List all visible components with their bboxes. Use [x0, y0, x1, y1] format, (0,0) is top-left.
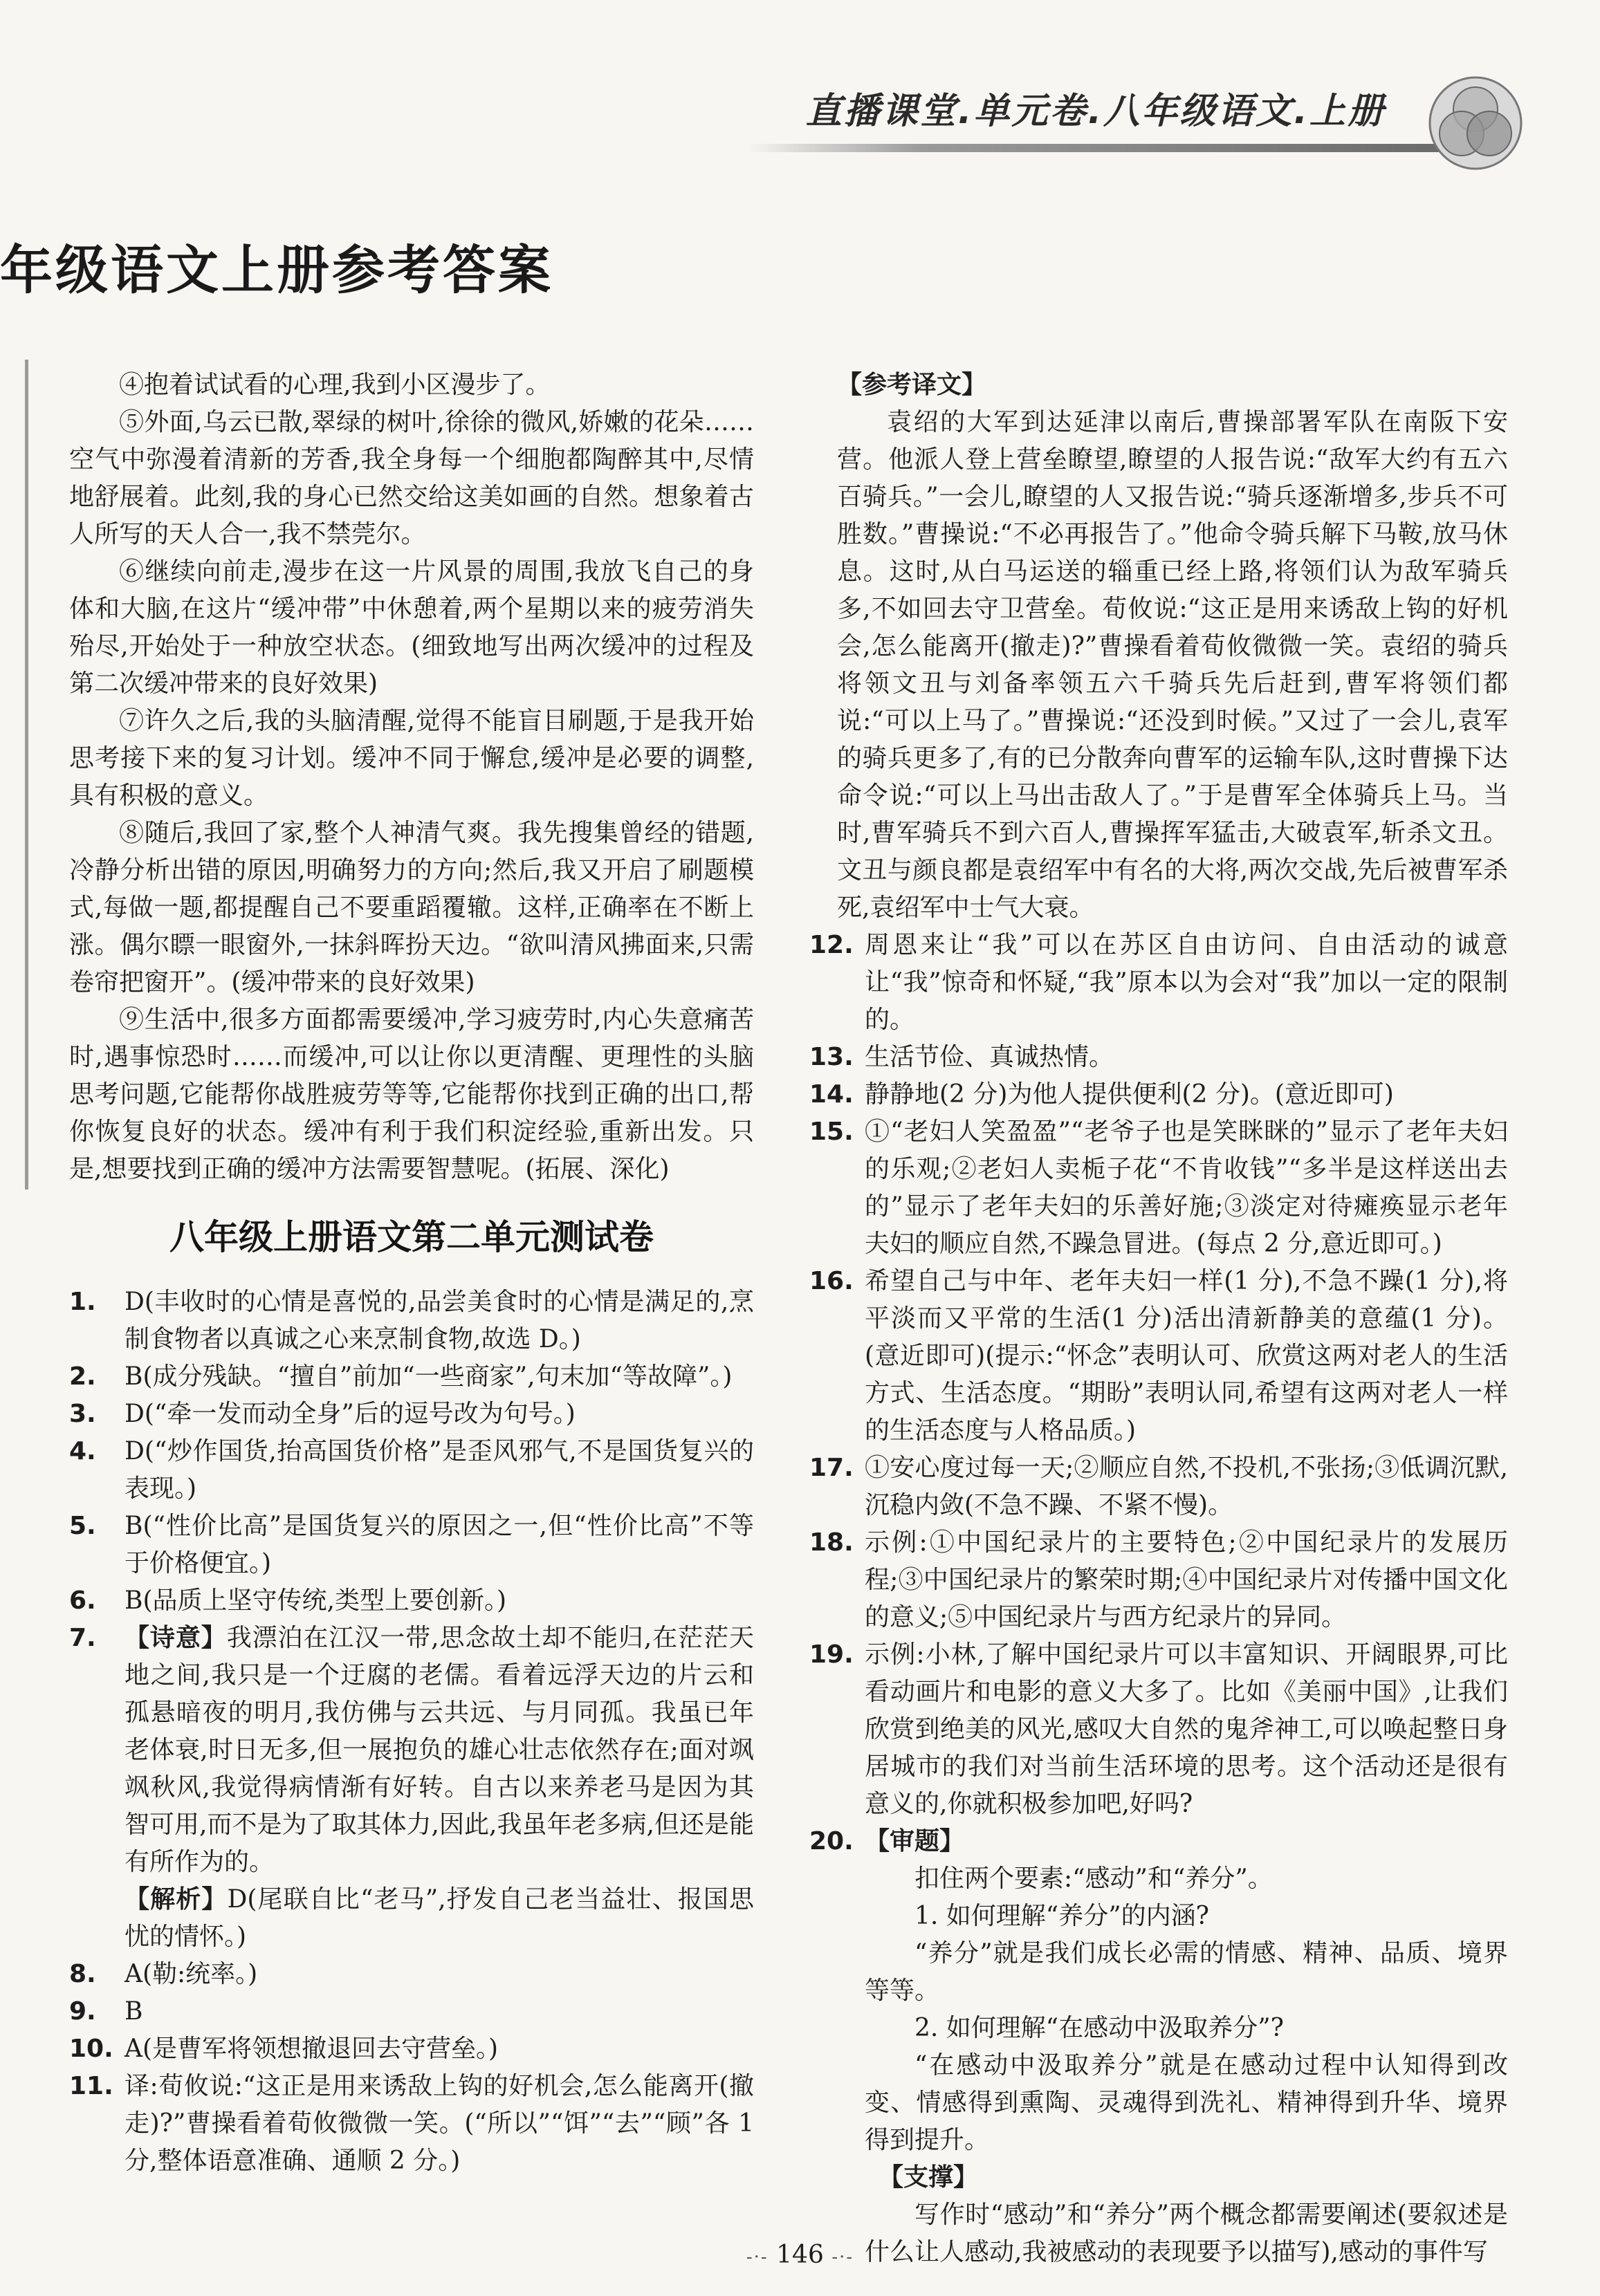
answer-number: 20. [809, 1827, 854, 1855]
answer-number: 4. [69, 1437, 96, 1465]
header-rule [747, 144, 1446, 152]
q20-lines [809, 1860, 1508, 2271]
answer-item [69, 1620, 754, 1881]
answer-number: 10. [69, 2035, 113, 2063]
reference-label: 【参考译文】 [837, 371, 987, 399]
page-number: 146 [776, 2241, 824, 2269]
answer-item [69, 1881, 754, 1956]
answer-number: 1. [69, 1288, 96, 1316]
answer-text: A(是曹军将领想撤退回去守营垒。) [125, 2035, 499, 2063]
answer-number: 19. [809, 1640, 854, 1669]
answer-number: 14. [809, 1080, 854, 1109]
essay-paragraph: ⑨生活中,很多方面都需要缓冲,学习疲劳时,内心失意痛苦时,遇事惊恐时……而缓冲,可以让你以更清醒、更理性的头脑思考问题,它能帮你战胜疲劳等等,它能帮你找到正确的出口,帮你恢复良好的状态。缓冲有利于我们积淀经验,重新出发。只是,想要找到正确的缓冲方法需要智慧呢。(拓展、深化) [69, 1006, 754, 1183]
answer-text: 示例:①中国纪录片的主要特色;②中国纪录片的发展历程;③中国纪录片的繁荣时期;④中国纪录片对传播中国文化的意义;⑤中国纪录片与西方纪录片的异同。 [865, 1528, 1508, 1631]
answer-item [69, 1396, 754, 1433]
section-title: 八年级上册语文第二单元测试卷 [169, 1217, 654, 1257]
answer-item [69, 1358, 754, 1396]
answer-number: 8. [69, 1960, 96, 1988]
series-title: 直播课堂.单元卷.八年级语文.上册 [805, 91, 1386, 132]
answer-number: 12. [809, 931, 854, 959]
essay-paragraph: ④抱着试试看的心理,我到小区漫步了。 [119, 371, 551, 399]
answer-item [69, 1956, 754, 1993]
essay-paragraph: ⑧随后,我回了家,整个人神清气爽。我先搜集曾经的错题,冷静分析出错的原因,明确努力的方向;然后,我又开启了刷题模式,每做一题,都提醒自己不要重蹈覆辙。这样,正确率在不断上涨。偶尔瞟一眼窗外,一抹斜晖扮天边。“欲叫清风拂面来,只需卷帘把窗开”。(缓冲带来的良好效果) [69, 819, 754, 997]
answer-text: D(尾联自比“老马”,抒发自己老当益壮、报国思忧的情怀。) [125, 1885, 754, 1951]
right-column [809, 367, 1508, 2271]
answer-item [809, 1450, 1508, 1524]
answer-item [69, 1582, 754, 1620]
answer-item [69, 1284, 754, 1358]
support-text: 写作时“感动”和“养分”两个概念都需要阐述(要叙述是什么让人感动,我被感动的表现要予以描写),感动的事件写 [865, 2201, 1508, 2266]
answer-text: 译:荀攸说:“这正是用来诱敌上钩的好机会,怎么能离开(撤走)?”曹操看着荀攸微微一笑。(“所以”“饵”“去”“顾”各 1 分,整体语意准确、通顺 2 分。) [125, 2072, 754, 2175]
answer-number: 16. [809, 1267, 854, 1295]
answer-item [809, 1636, 1508, 1823]
answer-text: D(丰收时的心情是喜悦的,品尝美食时的心情是满足的,烹制食物者以真诚之心来烹制食物,故选 D。) [125, 1288, 754, 1353]
answer-number: 2. [69, 1362, 96, 1391]
answer-number: 15. [809, 1118, 854, 1146]
answer-number: 17. [809, 1454, 854, 1482]
answer-text: B(成分残缺。“擅自”前加“一些商家”,句末加“等故障”。) [125, 1362, 733, 1391]
answer-item [69, 2030, 754, 2068]
page-header [0, 0, 1600, 180]
left-column [69, 367, 754, 2180]
answer-item [809, 1039, 1508, 1076]
answer-text: B(品质上坚守传统,类型上要创新。) [125, 1586, 506, 1615]
answer-text: B [125, 1997, 143, 2026]
answer-item [69, 1433, 754, 1508]
answer-text: 静静地(2 分)为他人提供便利(2 分)。(意近即可) [865, 1080, 1394, 1109]
answer-number: 18. [809, 1528, 854, 1557]
footer-decoration-icon: -·- [746, 2247, 769, 2268]
answer-item [809, 1263, 1508, 1450]
answer-label: 【诗意】 [125, 1624, 227, 1652]
answer-item [69, 1993, 754, 2030]
answer-item [809, 927, 1508, 1039]
left-margin-bar [25, 360, 28, 1189]
answer-text: B(“性价比高”是国货复兴的原因之一,但“性价比高”不等于价格便宜。) [125, 1512, 754, 1577]
answer-text: A(勒:统率。) [125, 1960, 258, 1988]
reference-translation: 袁绍的大军到达延津以南后,曹操部署军队在南阪下安营。他派人登上营垒瞭望,瞭望的人报告说:“敌军大约有五六百骑兵。”一会儿,瞭望的人又报告说:“骑兵逐渐增多,步兵不可胜数。”曹操说:“不必再报告了。”他命令骑兵解下马鞍,放马休息。这时,从白马运送的辎重已经上路,将领们认为敌军骑兵多,不如回去守卫营垒。荀攸说:“这正是用来诱敌上钩的好机会,怎么能离开(撤走)?”曹操看着荀攸微微一笑。袁绍的骑兵将领文丑与刘备率领五六千骑兵先后赶到,曹军将领们都说:“可以上马了。”曹操说:“还没到时候。”又过了一会儿,袁军的骑兵更多了,有的已分散奔向曹军的运输车队,这时曹操下达命令说:“可以上马出击敌人了。”于是曹军全体骑兵上马。当时,曹军骑兵不到六百人,曹操挥军猛击,大破袁军,斩杀文丑。文丑与颜良都是袁绍军中有名的大将,两次交战,先后被曹军杀死,袁绍军中士气大衰。 [837, 408, 1508, 922]
support-label: 【支撑】 [879, 2163, 979, 2192]
answer-text: ①安心度过每一天;②顺应自然,不投机,不张扬;③低调沉默,沉稳内敛(不急不躁、不紧不慢)。 [865, 1454, 1508, 1519]
answer-number: 6. [69, 1586, 96, 1615]
answer-text: 我漂泊在江汉一带,思念故土却不能归,在茫茫天地之间,我只是一个迂腐的老儒。看着远浮天边的片云和孤悬暗夜的明月,我仿佛与云共远、与月同孤。我虽已年老体衰,时日无多,但一展抱负的雄心壮志依然存在;面对飒飒秋风,我觉得病情渐有好转。自古以来养老马是因为其智可用,而不是为了取其体力,因此,我虽年老多病,但还是能有所作为的。 [125, 1624, 754, 1876]
page-title: 年级语文上册参考答案 [0, 239, 553, 301]
answer-item [809, 1113, 1508, 1263]
answer-text: D(“牵一发而动全身”后的逗号改为句号。) [125, 1400, 576, 1428]
answer-item [809, 1524, 1508, 1636]
answer-item [809, 1076, 1508, 1113]
answer-number: 5. [69, 1512, 96, 1540]
q20-line: “在感动中汲取养分”就是在感动过程中认知得到改变、情感得到熏陶、灵魂得到洗礼、精神得到升华、境界得到提升。 [865, 2051, 1508, 2154]
answer-number: 7. [69, 1624, 96, 1652]
q20-line: “养分”就是我们成长必需的情感、精神、品质、境界等等。 [865, 1939, 1508, 2005]
footer-decoration-icon: -·- [831, 2247, 854, 2268]
answer-number: 11. [69, 2072, 113, 2100]
answer-text: 周恩来让“我”可以在苏区自由访问、自由活动的诚意让“我”惊奇和怀疑,“我”原本以为会对“我”加以一定的限制的。 [865, 931, 1508, 1034]
answer-label: 【解析】 [125, 1885, 228, 1914]
answer-number: 9. [69, 1997, 96, 2026]
answer-text: 示例:小林,了解中国纪录片可以丰富知识、开阔眼界,可比看动画片和电影的意义大多了。比如《美丽中国》,让我们欣赏到绝美的风光,感叹大自然的鬼斧神工,可以唤起整日身居城市的我们对当前生活环境的思考。这个活动还是很有意义的,你就积极参加吧,好吗? [865, 1640, 1508, 1818]
page-footer [0, 2241, 1600, 2269]
answer-item [69, 1508, 754, 1582]
essay-paragraph: ⑤外面,乌云已散,翠绿的树叶,徐徐的微风,娇嫩的花朵……空气中弥漫着清新的芳香,我全身每一个细胞都陶醉其中,尽情地舒展着。此刻,我的身心已然交给这美如画的自然。想象着古人所写的天人合一,我不禁莞尔。 [69, 408, 754, 548]
answer-text: 希望自己与中年、老年夫妇一样(1 分),不急不躁(1 分),将平淡而又平常的生活(1 分)活出清新静美的意蕴(1 分)。(意近即可)(提示:“怀念”表明认可、欣赏这两对老人的生活方式、生活态度。“期盼”表明认同,希望有这两对老人一样的生活态度与人格品质。) [865, 1267, 1508, 1445]
answer-text: 生活节俭、真诚热情。 [865, 1043, 1114, 1071]
essay-paragraph: ⑥继续向前走,漫步在这一片风景的周围,我放飞自己的身体和大脑,在这片“缓冲带”中休憩着,两个星期以来的疲劳消失殆尽,开始处于一种放空状态。(细致地写出两次缓冲的过程及第二次缓冲带来的良好效果) [69, 557, 754, 698]
answer-item [69, 2068, 754, 2180]
answer-text: ①“老妇人笑盈盈”“老爷子也是笑眯眯的”显示了老年夫妇的乐观;②老妇人卖栀子花“不肯收钱”“多半是这样送出去的”显示了老年夫妇的乐善好施;③淡定对待瘫痪显示老年夫妇的顺应自然,不躁急冒进。(每点 2 分,意近即可。) [865, 1118, 1508, 1258]
answer-number: 13. [809, 1043, 854, 1071]
q20-line: 2. 如何理解“在感动中汲取养分”? [914, 2014, 1284, 2042]
tri-circle-logo-icon [1427, 75, 1524, 172]
answer-item-20 [809, 1823, 1508, 1860]
q20-line: 1. 如何理解“养分”的内涵? [914, 1902, 1209, 1930]
answer-text: D(“炒作国货,抬高国货价格”是歪风邪气,不是国货复兴的表现。) [125, 1437, 754, 1503]
answer-number: 3. [69, 1400, 96, 1428]
answer-label: 【审题】 [865, 1827, 965, 1855]
essay-paragraph: ⑦许久之后,我的头脑清醒,觉得不能盲目刷题,于是我开始思考接下来的复习计划。缓冲不同于懈怠,缓冲是必要的调整,具有积极的意义。 [69, 707, 754, 810]
q20-line: 扣住两个要素:“感动”和“养分”。 [914, 1864, 1273, 1893]
